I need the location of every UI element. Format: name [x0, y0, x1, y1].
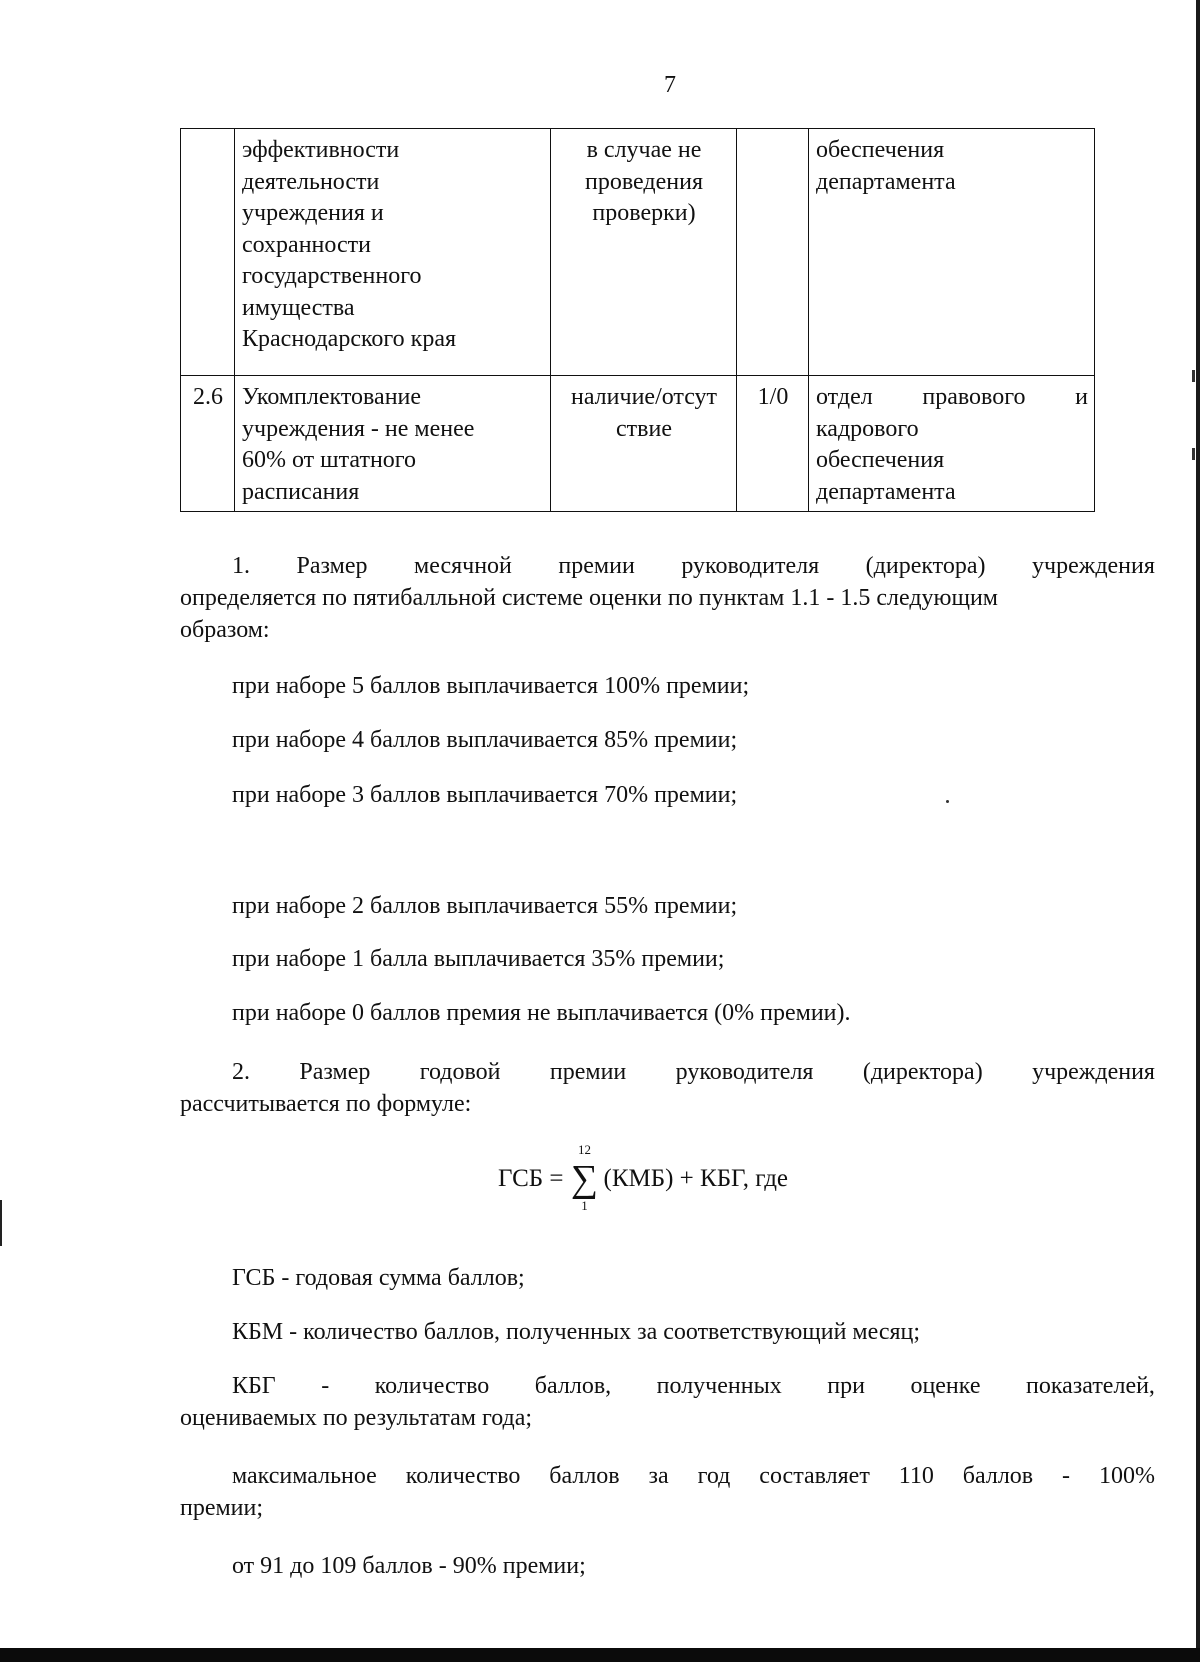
criterion-line: расписания	[242, 478, 360, 505]
sigma-icon: ∑	[570, 1158, 599, 1200]
responsible-first-line	[816, 382, 1088, 414]
paragraph-line: рассчитывается по формуле:	[180, 1091, 472, 1117]
word: 2.	[232, 1059, 250, 1085]
unit-line: проверки)	[592, 200, 696, 226]
criterion-line: учреждения и	[242, 200, 384, 226]
word: количество	[405, 1463, 521, 1489]
sum-upper-limit: 12	[578, 1142, 592, 1157]
scan-edge-bar	[1196, 0, 1200, 1662]
annual-bonus-paragraph	[180, 1056, 1155, 1120]
word: 100%	[1098, 1463, 1155, 1489]
unit-line: наличие/отсут	[570, 384, 718, 410]
unit-cell	[551, 376, 737, 512]
definition-kbg	[180, 1370, 1155, 1434]
word: премии	[558, 553, 635, 579]
paragraph-first-line	[180, 1370, 1155, 1402]
page-number: 7	[664, 72, 676, 98]
word: Размер	[296, 553, 368, 579]
criterion-line: учреждения - не менее	[242, 415, 475, 442]
criteria-table	[180, 128, 1095, 512]
scan-edge-mark	[0, 1200, 2, 1246]
bonus-item: при наборе 3 баллов выплачивается 70% премии;	[232, 782, 738, 808]
word: при	[827, 1373, 865, 1399]
word: баллов	[549, 1463, 620, 1489]
word: -	[1062, 1463, 1071, 1489]
word: и	[1075, 384, 1088, 410]
word: руководителя	[675, 1059, 814, 1085]
criterion-line: государственного	[242, 263, 422, 289]
paragraph-line: оцениваемых по результатам года;	[180, 1405, 533, 1431]
criterion-cell	[235, 129, 551, 376]
word: год	[697, 1463, 731, 1489]
scan-speck	[946, 800, 949, 803]
sum-symbol	[568, 1142, 602, 1213]
word: КБГ	[232, 1373, 276, 1399]
word: Размер	[299, 1059, 371, 1085]
row-number-cell	[181, 129, 235, 376]
word: составляет	[759, 1463, 870, 1489]
sum-lower-limit: 1	[581, 1198, 588, 1213]
bonus-item: при наборе 2 баллов выплачивается 55% премии;	[232, 893, 738, 919]
responsible-line: обеспечения	[816, 447, 945, 473]
bonus-item: при наборе 1 балла выплачивается 35% премии;	[232, 946, 725, 972]
word: учреждения	[1032, 553, 1155, 579]
word: правового	[922, 384, 1026, 410]
word: месячной	[414, 553, 512, 579]
responsible-line: кадрового	[816, 415, 919, 442]
paragraph-first-line	[180, 1056, 1155, 1088]
unit-cell	[551, 129, 737, 376]
word: 1.	[232, 553, 250, 579]
word: за	[648, 1463, 669, 1489]
word: количество	[374, 1373, 490, 1399]
formula-lhs: ГСБ =	[498, 1165, 564, 1192]
word: годовой	[419, 1059, 501, 1085]
criterion-line: 60% от штатного	[242, 447, 417, 473]
paragraph-line: образом:	[180, 617, 270, 643]
unit-line: проведения	[585, 168, 703, 195]
responsible-line: департамента	[816, 478, 956, 505]
word: показателей,	[1026, 1373, 1155, 1399]
criterion-cell	[235, 376, 551, 512]
criterion-line: деятельности	[242, 168, 380, 195]
word: премии	[549, 1059, 627, 1085]
word: учреждения	[1032, 1059, 1155, 1085]
responsible-line: департамента	[816, 168, 956, 195]
responsible-line: обеспечения	[816, 137, 945, 163]
responsible-cell	[809, 376, 1095, 512]
paragraph-first-line	[180, 1460, 1155, 1492]
monthly-bonus-paragraph	[180, 550, 1155, 646]
definition-range: от 91 до 109 баллов - 90% премии;	[232, 1553, 586, 1579]
word: максимальное	[232, 1463, 377, 1489]
paragraph-first-line	[180, 550, 1155, 582]
value-cell: 1/0	[737, 376, 809, 512]
word: отдел	[816, 384, 873, 410]
criterion-line: имущества	[242, 294, 355, 321]
row-number-cell: 2.6	[181, 376, 235, 512]
word: баллов	[962, 1463, 1034, 1489]
bonus-item: при наборе 5 баллов выплачивается 100% премии;	[232, 673, 750, 699]
word: оценке	[910, 1373, 981, 1399]
paragraph-line: премии;	[180, 1495, 264, 1521]
definition-max	[180, 1460, 1155, 1524]
criterion-line: сохранности	[242, 231, 371, 258]
responsible-cell	[809, 129, 1095, 376]
word: 110	[898, 1463, 934, 1489]
formula-rhs: (КМБ) + КБГ, где	[603, 1165, 789, 1192]
criterion-line: Краснодарского края	[242, 326, 457, 352]
word: полученных	[656, 1373, 782, 1399]
criterion-line: эффективности	[242, 137, 400, 163]
unit-line: в случае не	[586, 137, 702, 163]
table-row	[181, 376, 1095, 512]
scan-bottom-bar	[0, 1648, 1200, 1662]
word: -	[321, 1373, 330, 1399]
word: (директора)	[862, 1059, 983, 1085]
word: руководителя	[681, 553, 820, 579]
bonus-item: при наборе 4 баллов выплачивается 85% премии;	[232, 727, 738, 753]
annual-score-formula	[498, 1142, 789, 1213]
scan-edge-tick	[1192, 370, 1195, 382]
unit-line: ствие	[616, 415, 672, 442]
bonus-item: при наборе 0 баллов премия не выплачивается (0% премии).	[232, 1000, 851, 1026]
paragraph-line: определяется по пятибалльной системе оценки по пунктам 1.1 - 1.5 следующим	[180, 585, 998, 611]
definition-gsb: ГСБ - годовая сумма баллов;	[232, 1265, 525, 1291]
value-cell	[737, 129, 809, 376]
table-row	[181, 129, 1095, 376]
word: (директора)	[865, 553, 986, 579]
scan-edge-tick	[1192, 448, 1195, 460]
word: баллов,	[534, 1373, 612, 1399]
definition-kbm: КБМ - количество баллов, полученных за соответствующий месяц;	[232, 1319, 921, 1345]
criterion-line: Укомплектование	[242, 384, 422, 410]
